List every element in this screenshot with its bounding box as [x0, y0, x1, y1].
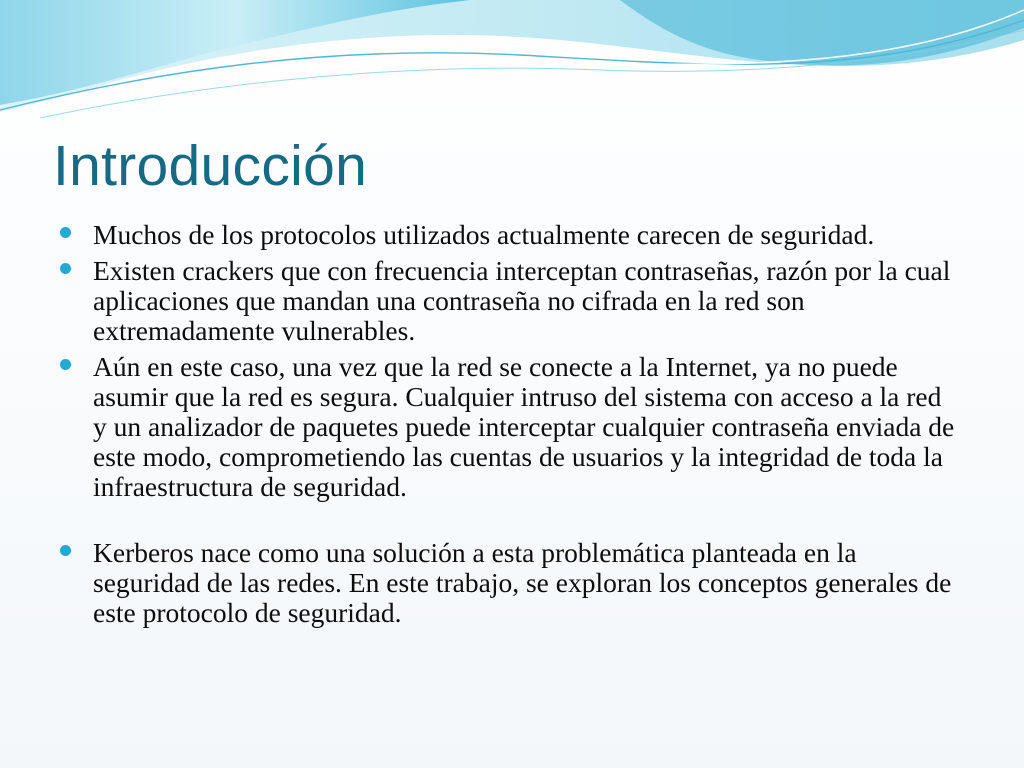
bullet-item	[60, 538, 960, 628]
bullet-text: Aún en este caso, una vez que la red se conecte a la Internet, ya no puede asumir que la red es segura. Cualquier intruso del sistema con acceso a la red y un analizador de paquetes puede interceptar cualquier contraseña enviada de este modo, comprometiendo las cuentas de usuarios y la integridad de toda la infraestructura de seguridad.	[93, 351, 955, 502]
bullet-text: Existen crackers que con frecuencia interceptan contraseñas, razón por la cual aplicaciones que mandan una contraseña no cifrada en la red son extremadamente vulnerables.	[93, 255, 951, 346]
bullet-marker-icon	[60, 263, 71, 274]
bullet-text: Muchos de los protocolos utilizados actualmente carecen de seguridad.	[93, 219, 875, 250]
bullet-marker-icon	[60, 227, 71, 238]
slide-title: Introducción	[53, 134, 368, 198]
bullet-item	[60, 256, 960, 346]
bullet-list	[60, 220, 960, 628]
bullet-item	[60, 220, 960, 250]
bullet-marker-icon	[60, 545, 71, 556]
bullet-text: Kerberos nace como una solución a esta problemática planteada en la seguridad de las redes. En este trabajo, se exploran los conceptos generales de este protocolo de seguridad.	[93, 537, 952, 628]
decorative-wave-header	[0, 0, 1024, 130]
bullet-item	[60, 352, 960, 502]
bullet-marker-icon	[60, 359, 71, 370]
wave-right	[620, 0, 1024, 65]
